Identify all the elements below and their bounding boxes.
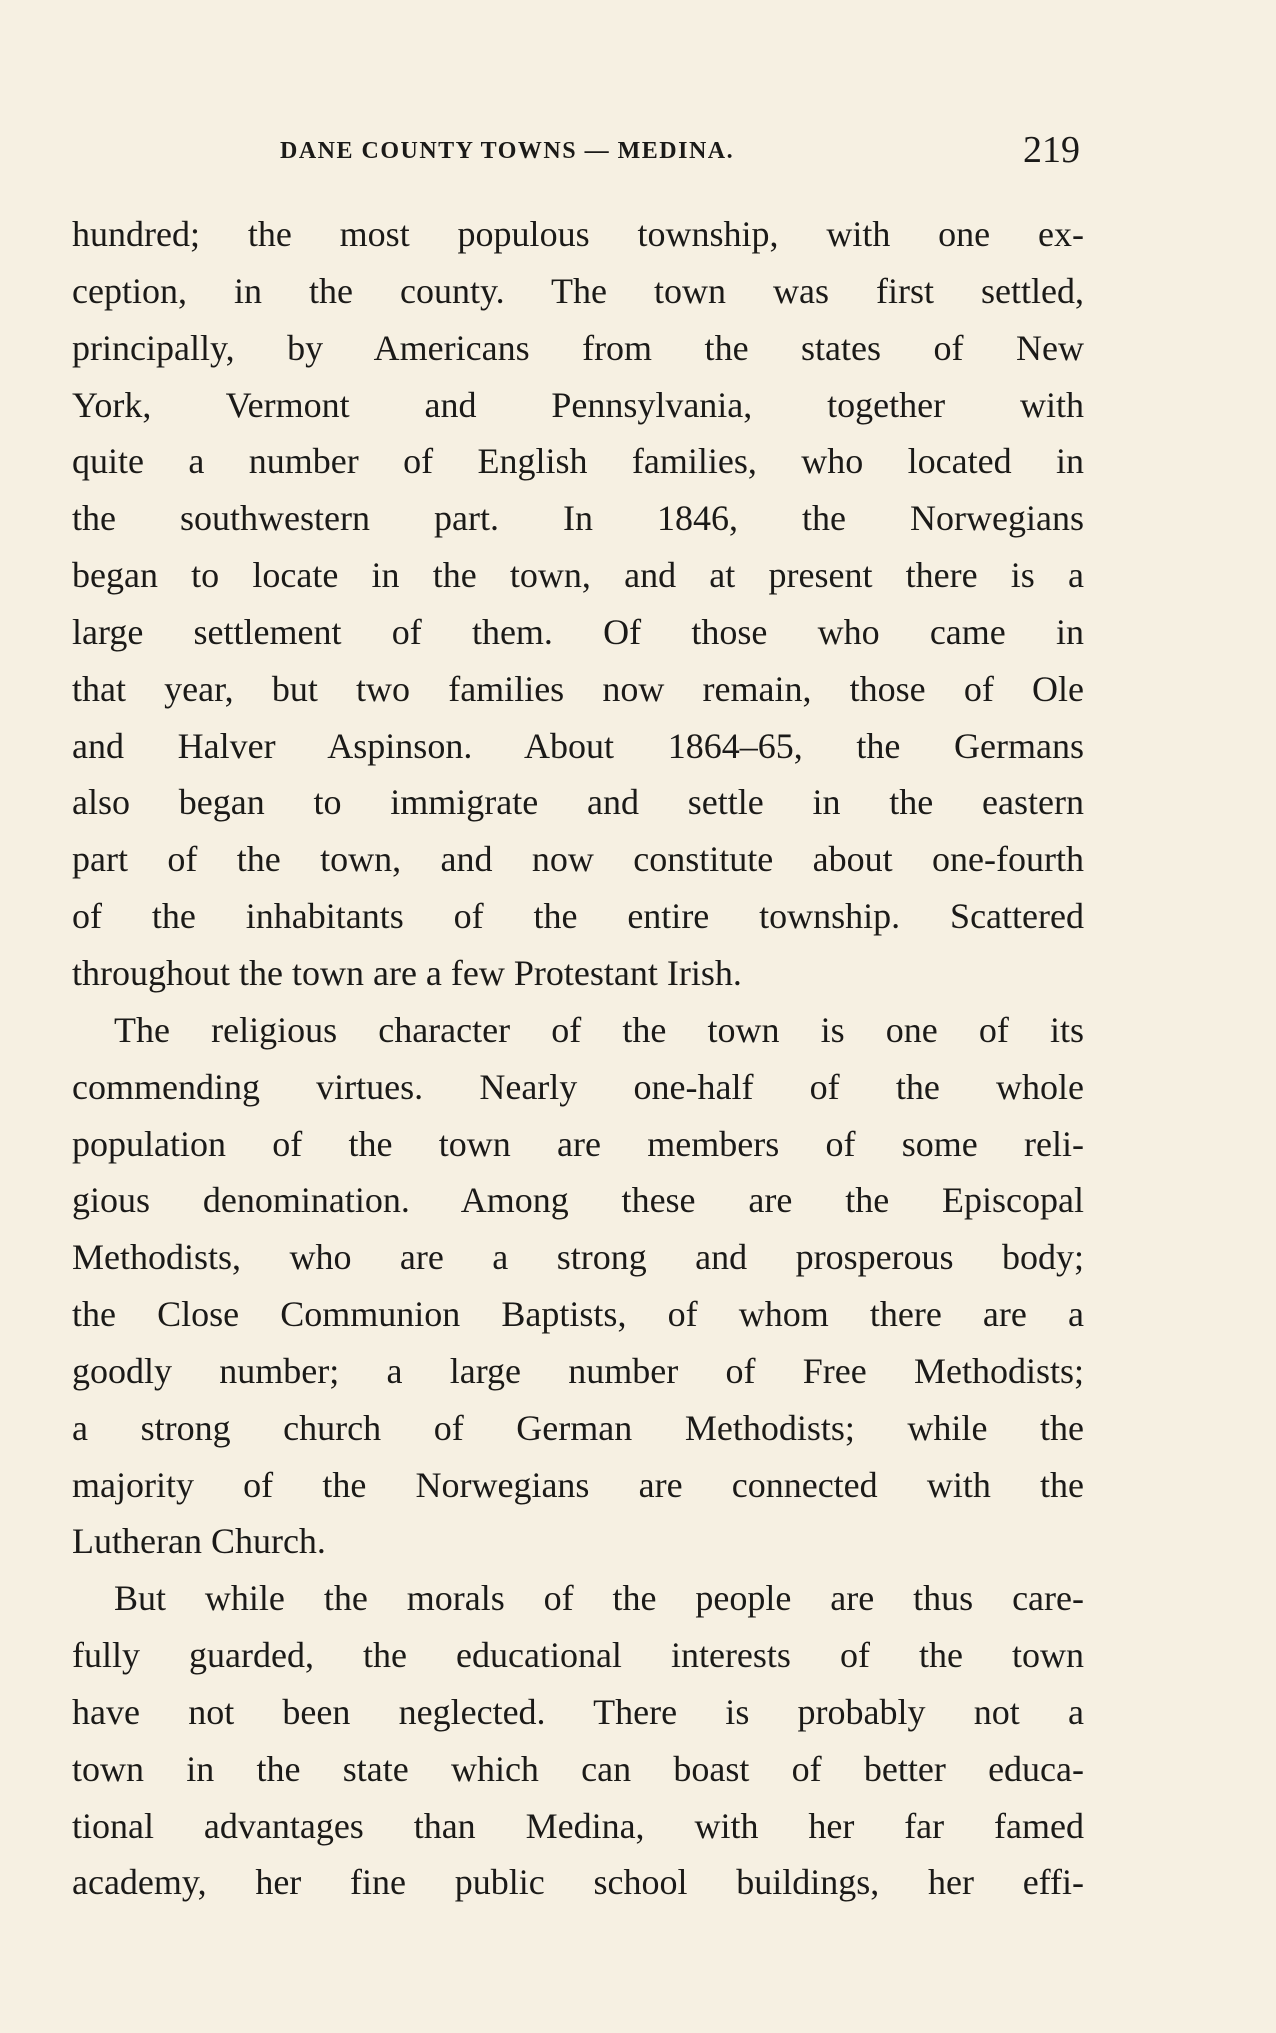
text-line: population of the town are members of some reli-: [72, 1123, 1084, 1164]
text-line: part of the town, and now constitute about one-fourth: [72, 839, 1084, 880]
text-line: also began to immigrate and settle in the eastern: [72, 782, 1084, 823]
text-line: town in the state which can boast of better educa-: [72, 1748, 1084, 1789]
text-line: goodly number; a large number of Free Methodists;: [72, 1350, 1084, 1391]
text-line: that year, but two families now remain, those of Ole: [72, 668, 1084, 709]
text-line: principally, by Americans from the states of New: [72, 327, 1084, 368]
text-line: ception, in the county. The town was first settled,: [72, 270, 1084, 311]
text-line: the Close Communion Baptists, of whom there are a: [72, 1294, 1084, 1335]
text-line: fully guarded, the educational interests of the town: [72, 1635, 1084, 1676]
text-line: academy, her fine public school buildings, her effi-: [72, 1862, 1084, 1903]
text-line: the southwestern part. In 1846, the Norwegians: [72, 498, 1084, 539]
text-line: hundred; the most populous township, with one ex-: [72, 214, 1084, 254]
text-line: began to locate in the town, and at present there is a: [72, 555, 1084, 596]
text-line: of the inhabitants of the entire township. Scattered: [72, 896, 1084, 937]
body-text: [72, 206, 1084, 1911]
text-line: and Halver Aspinson. About 1864–65, the Germans: [72, 725, 1084, 766]
text-line: Methodists, who are a strong and prosperous body;: [72, 1237, 1084, 1278]
text-line: The religious character of the town is one of its: [114, 1009, 1084, 1050]
text-line: commending virtues. Nearly one-half of the whole: [72, 1066, 1084, 1107]
text-line: quite a number of English families, who located in: [72, 441, 1084, 482]
text-line: York, Vermont and Pennsylvania, together with: [72, 384, 1084, 425]
running-title: DANE COUNTY TOWNS — MEDINA.: [280, 138, 735, 164]
text-line: But while the morals of the people are thus care-: [114, 1578, 1084, 1619]
text-line: majority of the Norwegians are connected with the: [72, 1464, 1084, 1505]
text-line: tional advantages than Medina, with her far famed: [72, 1805, 1084, 1846]
text-line: gious denomination. Among these are the Episcopal: [72, 1180, 1084, 1221]
text-line: Lutheran Church.: [72, 1521, 326, 1562]
text-line: a strong church of German Methodists; while the: [72, 1407, 1084, 1448]
text-line: have not been neglected. There is probably not a: [72, 1691, 1084, 1732]
text-line: large settlement of them. Of those who came in: [72, 611, 1084, 652]
text-line: throughout the town are a few Protestant Irish.: [72, 952, 742, 993]
running-head: [280, 128, 1080, 178]
page-number: 219: [1023, 129, 1080, 171]
